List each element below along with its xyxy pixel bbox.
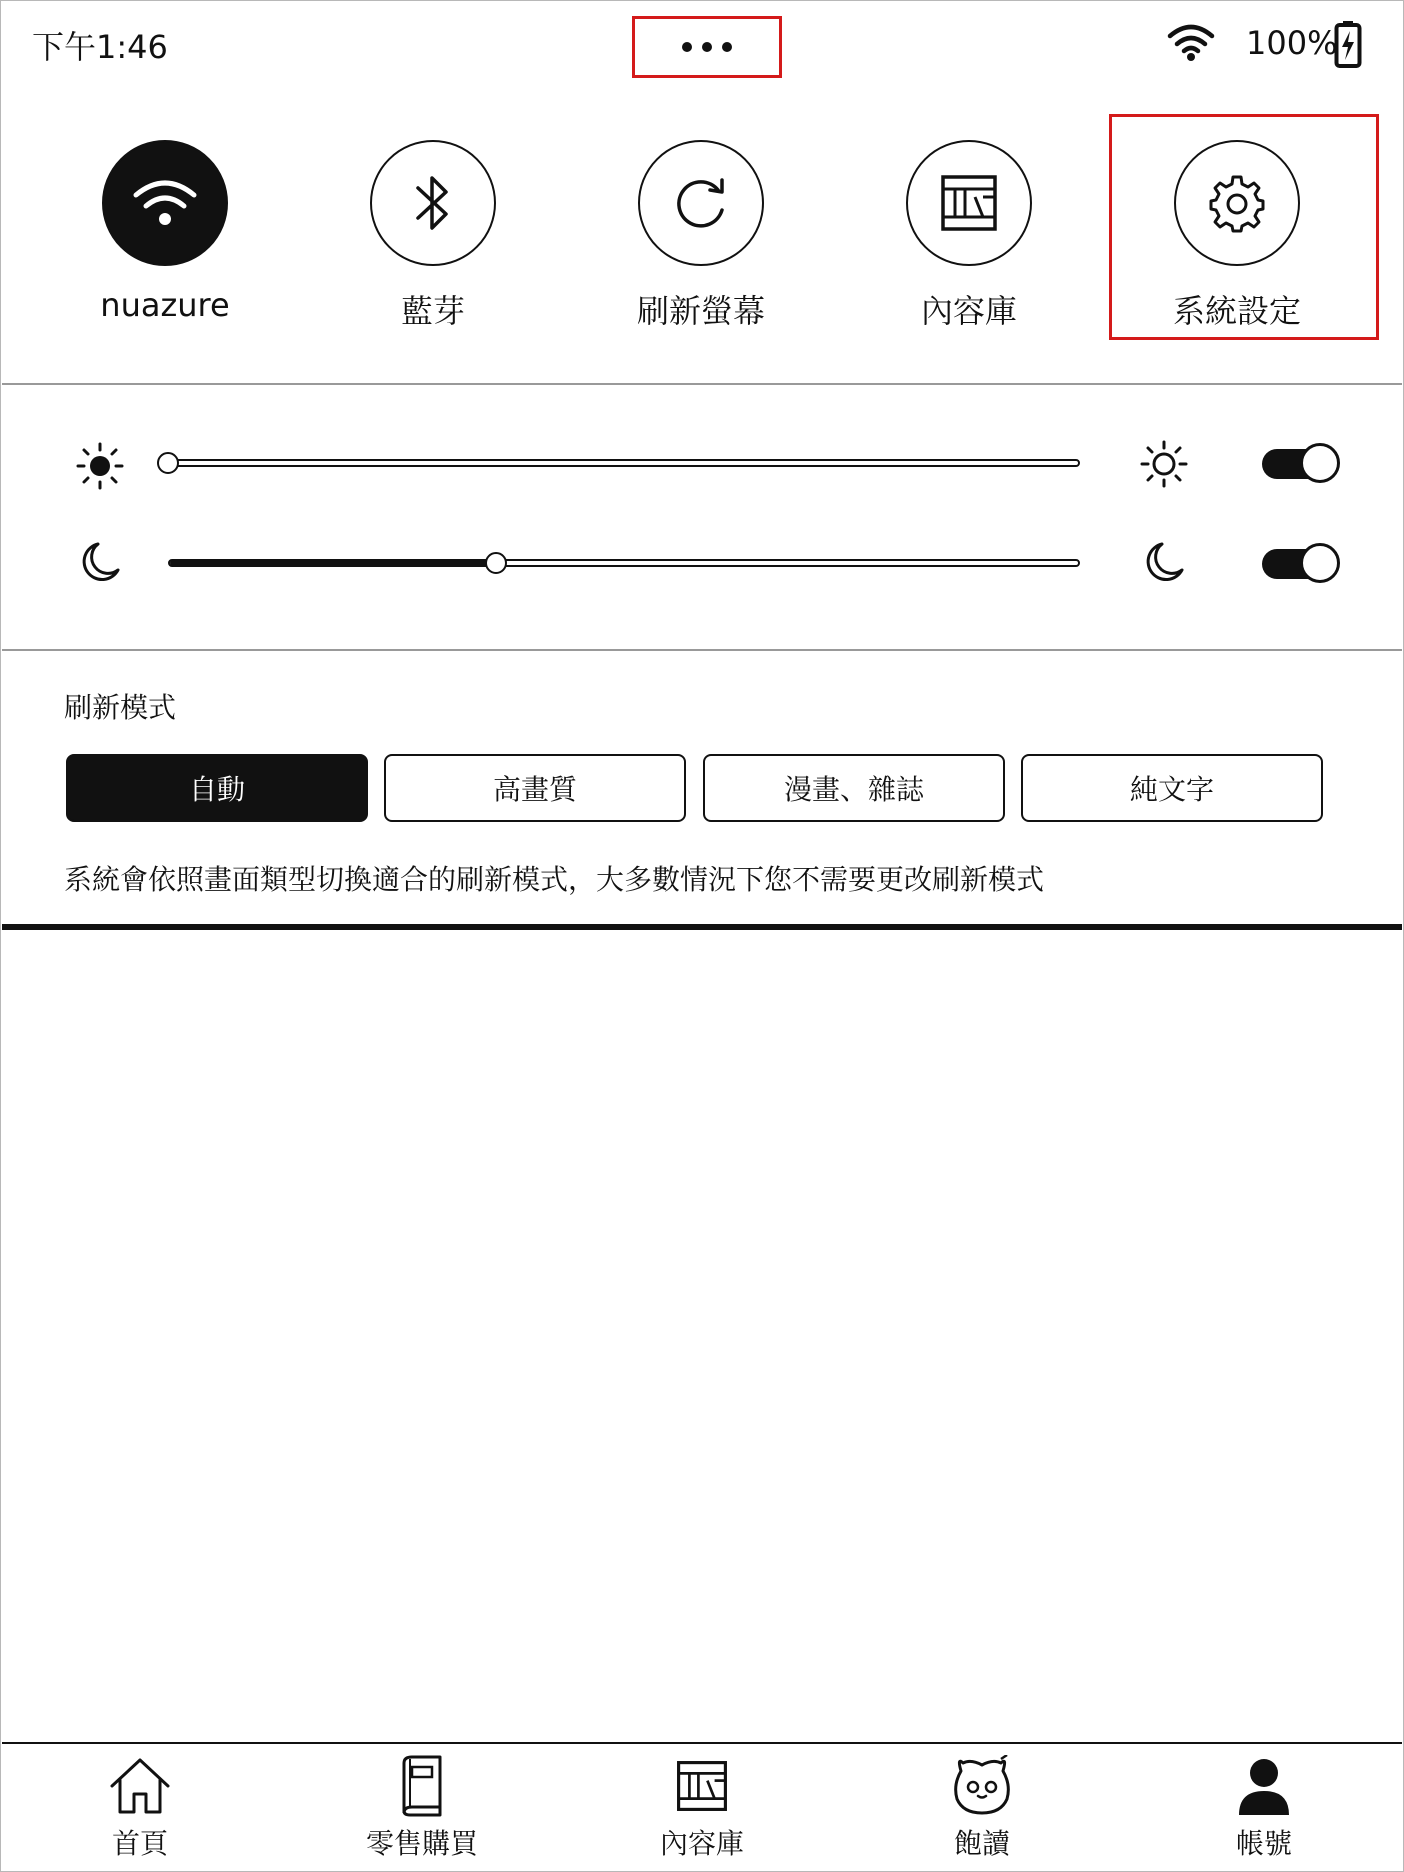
library-icon: [675, 1759, 729, 1813]
section-divider: [2, 383, 1402, 385]
warmth-slider-track[interactable]: [168, 559, 1080, 567]
bluetooth-toggle-circle[interactable]: [370, 140, 496, 266]
panel-bottom-border: [2, 924, 1402, 930]
bluetooth-label: 藍芽: [400, 292, 465, 330]
refresh-toggle-circle[interactable]: [638, 140, 764, 266]
bluetooth-icon: [408, 170, 458, 236]
quick-toggle-library[interactable]: [844, 140, 1094, 332]
settings-highlight-box: [1109, 114, 1379, 340]
nav-home-label: 首頁: [111, 1827, 168, 1860]
nav-unlimited-reading[interactable]: [882, 1754, 1082, 1862]
nav-account[interactable]: [1164, 1754, 1364, 1862]
quick-toggle-bluetooth[interactable]: [308, 140, 558, 332]
wifi-toggle-circle[interactable]: [102, 140, 228, 266]
nav-unlimited-reading-label: 飽讀: [953, 1827, 1010, 1860]
sun-outline-icon: [1140, 440, 1188, 488]
library-label: 內容庫: [920, 292, 1017, 330]
section-divider: [2, 649, 1402, 651]
refresh-option-auto[interactable]: 自動: [66, 754, 368, 822]
quick-toggle-wifi[interactable]: [40, 140, 290, 324]
wifi-icon: [1166, 22, 1216, 62]
wifi-icon: [130, 175, 200, 231]
home-icon: [108, 1756, 172, 1816]
refresh-option-high-quality[interactable]: 高畫質: [384, 754, 686, 822]
status-time: 下午1:46: [32, 28, 168, 66]
nav-library[interactable]: [602, 1754, 802, 1862]
more-dots-icon: [682, 42, 732, 52]
book-icon: [398, 1755, 446, 1817]
warmth-toggle[interactable]: [1262, 543, 1340, 583]
refresh-option-comics-magazines[interactable]: 漫畫、雜誌: [703, 754, 1005, 822]
refresh-option-text-only[interactable]: 純文字: [1021, 754, 1323, 822]
moon-icon: [78, 540, 122, 584]
bottom-nav-divider: [2, 1742, 1402, 1744]
brightness-slider-thumb[interactable]: [157, 452, 179, 474]
wifi-network-label: nuazure: [100, 286, 230, 324]
account-icon: [1237, 1757, 1291, 1815]
moon-icon: [1142, 540, 1186, 584]
nav-library-label: 內容庫: [659, 1827, 744, 1860]
nav-account-label: 帳號: [1235, 1827, 1292, 1860]
sun-filled-icon: [76, 442, 124, 490]
refresh-mode-description: 系統會依照畫面類型切換適合的刷新模式，大多數情況下您不需要更改刷新模式: [64, 863, 1045, 896]
warmth-slider-fill: [170, 559, 498, 567]
more-options-button[interactable]: [632, 16, 782, 78]
quick-toggle-refresh[interactable]: [576, 140, 826, 332]
refresh-mode-title: 刷新模式: [64, 691, 177, 724]
nav-home[interactable]: [40, 1754, 240, 1862]
refresh-screen-label: 刷新螢幕: [636, 292, 765, 330]
battery-charging-icon: [1334, 20, 1362, 68]
nav-retail-purchase-label: 零售購買: [365, 1827, 478, 1860]
brightness-toggle[interactable]: [1262, 443, 1340, 483]
library-toggle-circle[interactable]: [906, 140, 1032, 266]
mascot-icon: [949, 1755, 1015, 1817]
system-settings-label: 系統設定: [1172, 292, 1301, 330]
library-icon: [939, 173, 999, 233]
refresh-icon: [666, 168, 736, 238]
nav-retail-purchase[interactable]: [322, 1754, 522, 1862]
battery-percent: 100%: [1246, 24, 1338, 62]
brightness-slider-track[interactable]: [168, 459, 1080, 467]
